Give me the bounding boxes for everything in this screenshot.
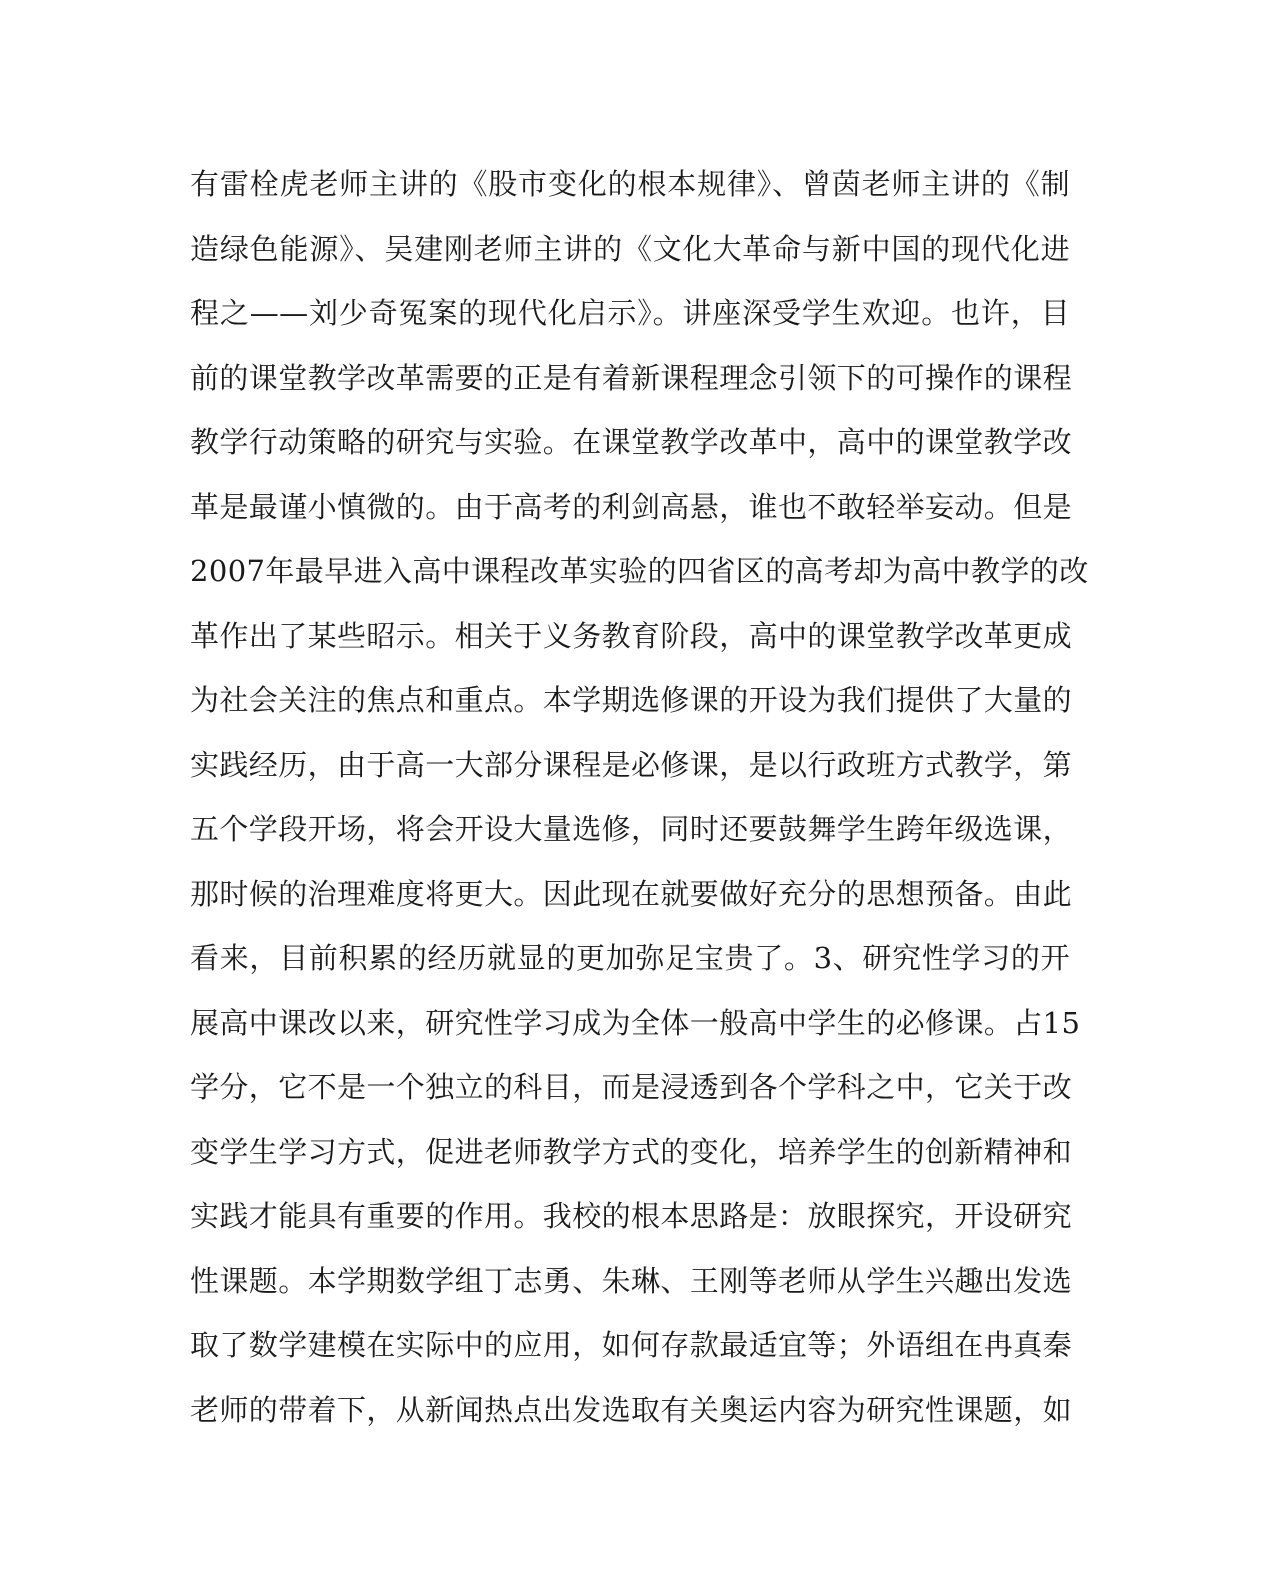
text-line: 前的课堂教学改革需要的正是有着新课程理念引领下的可操作的课程	[190, 360, 1073, 395]
text-line: 造绿色能源》、吴建刚老师主讲的《文化大革命与新中国的现代化进	[190, 231, 1070, 266]
text-line: 革是最谨小慎微的。由于高考的利剑高悬，谁也不敢轻举妄动。但是	[190, 489, 1073, 524]
text-line: 教学行动策略的研究与实验。在课堂教学改革中，高中的课堂教学改	[190, 425, 1073, 459]
text-line: 2007年最早进入高中课程改革实验的四省区的高考却为高中教学的改	[190, 554, 1089, 588]
text-line: 变学生学习方式，促进老师教学方式的变化，培养学生的创新精神和	[190, 1134, 1073, 1169]
text-line: 革作出了某些昭示。相关于义务教育阶段，高中的课堂教学改革更成	[190, 618, 1073, 653]
text-line: 展高中课改以来，研究性学习成为全体一般高中学生的必修课。占15	[190, 1005, 1081, 1040]
text-line: 实践经历，由于高一大部分课程是必修课，是以行政班方式教学，第	[190, 747, 1073, 782]
text-line: 实践才能具有重要的作用。我校的根本思路是：放眼探究，开设研究	[190, 1199, 1073, 1233]
text-line: 取了数学建模在实际中的应用，如何存款最适宜等；外语组在冉真秦	[190, 1328, 1073, 1362]
text-line: 学分，它不是一个独立的科目，而是浸透到各个学科之中，它关于改	[190, 1070, 1073, 1104]
body-text	[190, 152, 1089, 1442]
text-line: 程之——刘少奇冤案的现代化启示》。讲座深受学生欢迎。也许，目	[190, 296, 1070, 330]
text-line: 有雷栓虎老师主讲的《股市变化的根本规律》、曾茵老师主讲的《制	[190, 167, 1070, 201]
text-line: 性课题。本学期数学组丁志勇、朱琳、王刚等老师从学生兴趣出发选	[190, 1263, 1073, 1298]
text-line: 为社会关注的焦点和重点。本学期选修课的开设为我们提供了大量的	[190, 683, 1073, 717]
text-line: 五个学段开场，将会开设大量选修，同时还要鼓舞学生跨年级选课，	[190, 812, 1073, 846]
text-line: 老师的带着下，从新闻热点出发选取有关奥运内容为研究性课题，如	[190, 1392, 1073, 1427]
text-line: 看来，目前积累的经历就显的更加弥足宝贵了。3、研究性学习的开	[190, 941, 1070, 975]
text-line: 那时候的治理难度将更大。因此现在就要做好充分的思想预备。由此	[190, 876, 1073, 911]
